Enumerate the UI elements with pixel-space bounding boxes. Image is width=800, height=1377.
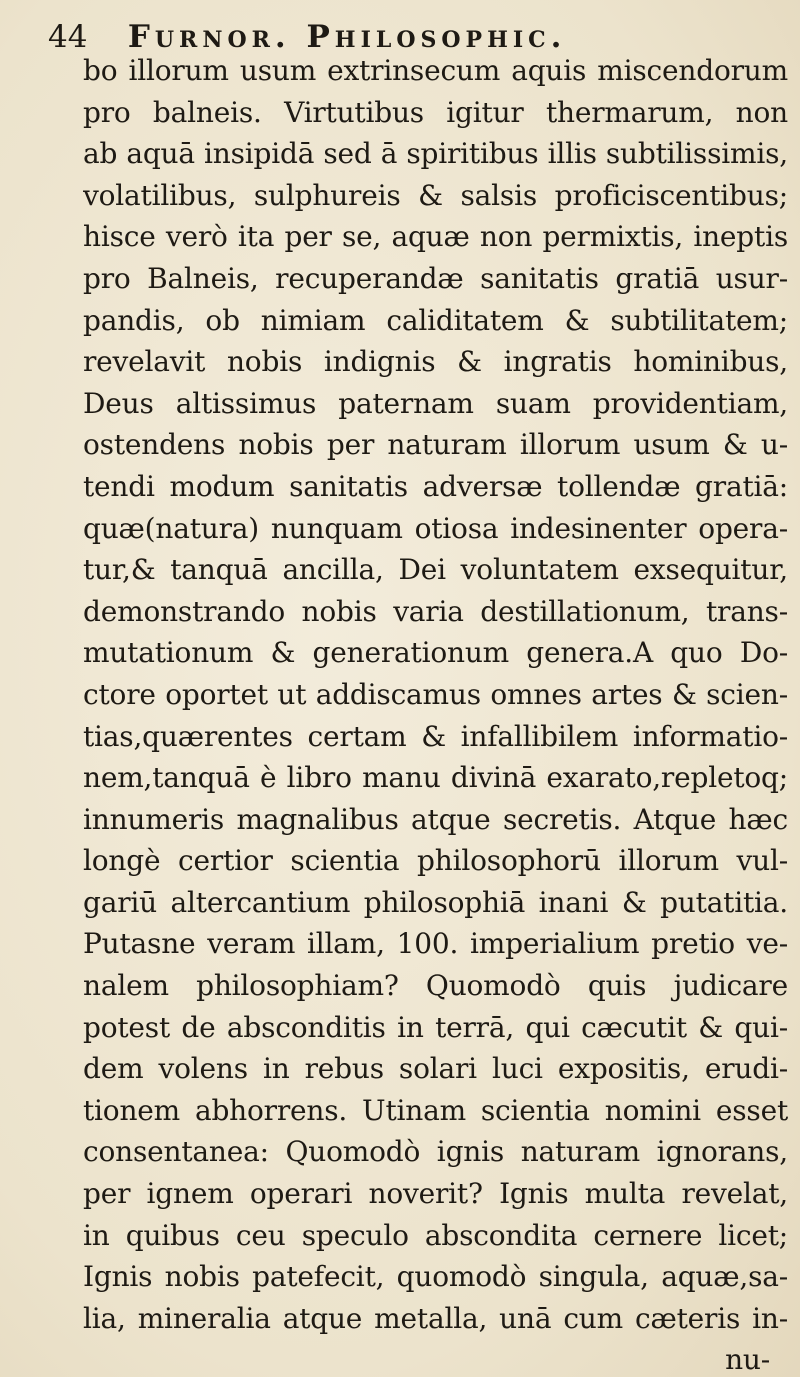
page-number: 44 xyxy=(48,19,88,55)
text-line: tias,quærentes certam & infallibilem informatio- xyxy=(83,719,788,753)
text-line: ab aquā insipidā sed ā spiritibus illis subtilissimis, xyxy=(83,137,788,171)
text-line: ostendens nobis per naturam illorum usum & u- xyxy=(83,428,788,462)
running-head: Furnor. Philosophic. xyxy=(127,19,567,55)
text-line: innumeris magnalibus atque secretis. Atque hæc xyxy=(83,802,788,836)
text-line: pro Balneis, recuperandæ sanitatis gratiā usur- xyxy=(83,261,788,295)
text-line: longè certior scientia philosophorū illorum vul- xyxy=(83,844,788,878)
text-line: dem volens in rebus solari luci expositis, erudi- xyxy=(83,1052,788,1086)
text-line: tionem abhorrens. Utinam scientia nomini esset xyxy=(83,1093,788,1127)
text-line: bo illorum usum extrinsecum aquis miscendorum xyxy=(83,54,788,87)
text-line: hisce verò ita per se, aquæ non permixtis, ineptis xyxy=(83,220,788,254)
catchword: nu- xyxy=(725,1343,770,1377)
text-line: consentanea: Quomodò ignis naturam ignorans, xyxy=(83,1135,788,1169)
text-line: quæ(natura) nunquam otiosa indesinenter opera- xyxy=(83,511,788,545)
text-line: nem,tanquā è libro manu divinā exarato,repletoq; xyxy=(83,761,788,795)
text-line: pandis, ob nimiam caliditatem & subtilitatem; xyxy=(83,303,788,337)
text-line: mutationum & generationum genera.A quo Do- xyxy=(83,636,788,670)
text-line: revelavit nobis indignis & ingratis hominibus, xyxy=(83,345,788,379)
text-line: volatilibus, sulphureis & salsis proficiscentibus; xyxy=(83,178,788,212)
text-line: tur,& tanquā ancilla, Dei voluntatem exsequitur, xyxy=(83,553,788,587)
text-line: gariū altercantium philosophiā inani & putatitia. xyxy=(83,885,788,919)
text-line: nalem philosophiam? Quomodò quis judicare xyxy=(83,969,788,1003)
text-line: tendi modum sanitatis adversæ tollendæ gratiā: xyxy=(83,469,788,503)
text-line: pro balneis. Virtutibus igitur thermarum, non xyxy=(83,95,788,129)
text-line: Ignis nobis patefecit, quomodò singula, aquæ,sa- xyxy=(83,1260,788,1294)
text-line: in quibus ceu speculo abscondita cernere licet; xyxy=(83,1218,788,1252)
text-line: Putasne veram illam, 100. imperialium pretio ve- xyxy=(83,927,788,961)
text-line: demonstrando nobis varia destillationum, trans- xyxy=(83,594,788,628)
text-line: Deus altissimus paternam suam providentiam, xyxy=(83,386,788,420)
text-line: ctore oportet ut addiscamus omnes artes & scien- xyxy=(83,677,788,711)
body-text xyxy=(83,50,788,1377)
text-line: lia, mineralia atque metalla, unā cum cæteris in- xyxy=(83,1301,788,1335)
text-line: per ignem operari noverit? Ignis multa revelat, xyxy=(83,1177,788,1211)
text-line: potest de absconditis in terrā, qui cæcutit & qui- xyxy=(83,1010,788,1044)
